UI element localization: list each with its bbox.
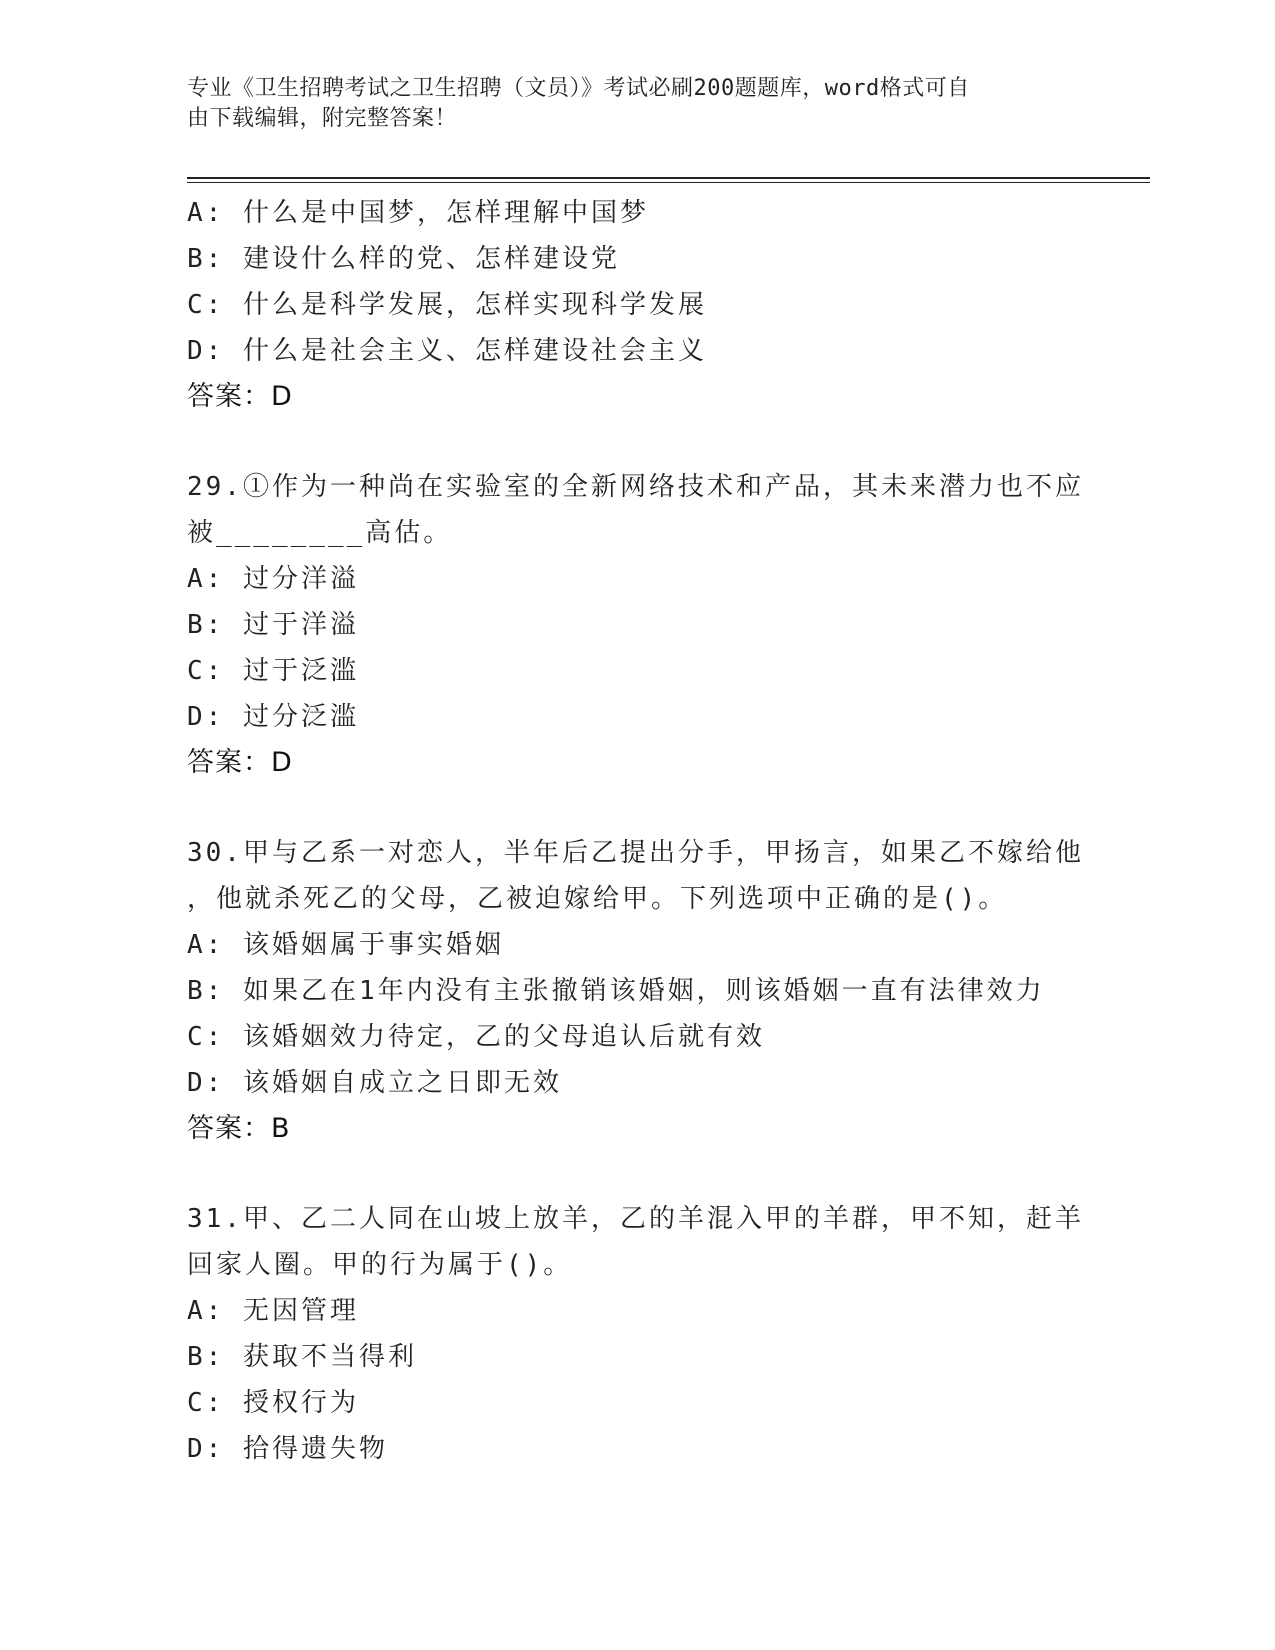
question-stem-line-2: 被________高估。 bbox=[187, 518, 453, 548]
question-stem-line-1: 29.①作为一种尚在实验室的全新网络技术和产品，其未来潜力也不应 bbox=[187, 472, 1084, 502]
option-d: D: 什么是社会主义、怎样建设社会主义 bbox=[187, 336, 707, 366]
option-b: B: 如果乙在1年内没有主张撤销该婚姻，则该婚姻一直有法律效力 bbox=[187, 976, 1045, 1006]
header-rule-thin bbox=[187, 182, 1150, 183]
question-stem-line-1: 31.甲、乙二人同在山坡上放羊，乙的羊混入甲的羊群，甲不知，赶羊 bbox=[187, 1204, 1084, 1234]
option-c: C: 该婚姻效力待定，乙的父母追认后就有效 bbox=[187, 1022, 765, 1052]
header-line-2: 由下载编辑，附完整答案！ bbox=[187, 106, 458, 131]
option-c: C: 授权行为 bbox=[187, 1388, 359, 1418]
question-30 bbox=[187, 830, 1087, 1152]
option-a: A: 什么是中国梦，怎样理解中国梦 bbox=[187, 198, 649, 228]
option-a: A: 过分洋溢 bbox=[187, 564, 359, 594]
option-b: B: 建设什么样的党、怎样建设党 bbox=[187, 244, 620, 274]
option-a: A: 无因管理 bbox=[187, 1296, 359, 1326]
answer-label: 答案：D bbox=[187, 381, 293, 412]
question-stem-line-1: 30.甲与乙系一对恋人，半年后乙提出分手，甲扬言，如果乙不嫁给他 bbox=[187, 838, 1084, 868]
question-stem-line-2: 回家人圈。甲的行为属于()。 bbox=[187, 1250, 573, 1280]
question-31 bbox=[187, 1196, 1087, 1472]
header-rule-thick bbox=[187, 177, 1150, 179]
option-c: C: 过于泛滥 bbox=[187, 656, 359, 686]
header-line-1: 专业《卫生招聘考试之卫生招聘（文员）》考试必刷200题题库，word格式可自 bbox=[187, 76, 970, 101]
question-list bbox=[187, 190, 1087, 1472]
answer-label: 答案：B bbox=[187, 1113, 291, 1144]
question-28 bbox=[187, 190, 1087, 420]
option-d: D: 该婚姻自成立之日即无效 bbox=[187, 1068, 562, 1098]
option-b: B: 获取不当得利 bbox=[187, 1342, 417, 1372]
answer-label: 答案：D bbox=[187, 747, 293, 778]
option-c: C: 什么是科学发展，怎样实现科学发展 bbox=[187, 290, 707, 320]
option-d: D: 过分泛滥 bbox=[187, 702, 359, 732]
option-a: A: 该婚姻属于事实婚姻 bbox=[187, 930, 504, 960]
question-29 bbox=[187, 464, 1087, 786]
option-b: B: 过于洋溢 bbox=[187, 610, 359, 640]
option-d: D: 拾得遗失物 bbox=[187, 1434, 388, 1464]
question-stem-line-2: ，他就杀死乙的父母，乙被迫嫁给甲。下列选项中正确的是()。 bbox=[187, 884, 1008, 914]
document-header bbox=[187, 74, 1087, 134]
